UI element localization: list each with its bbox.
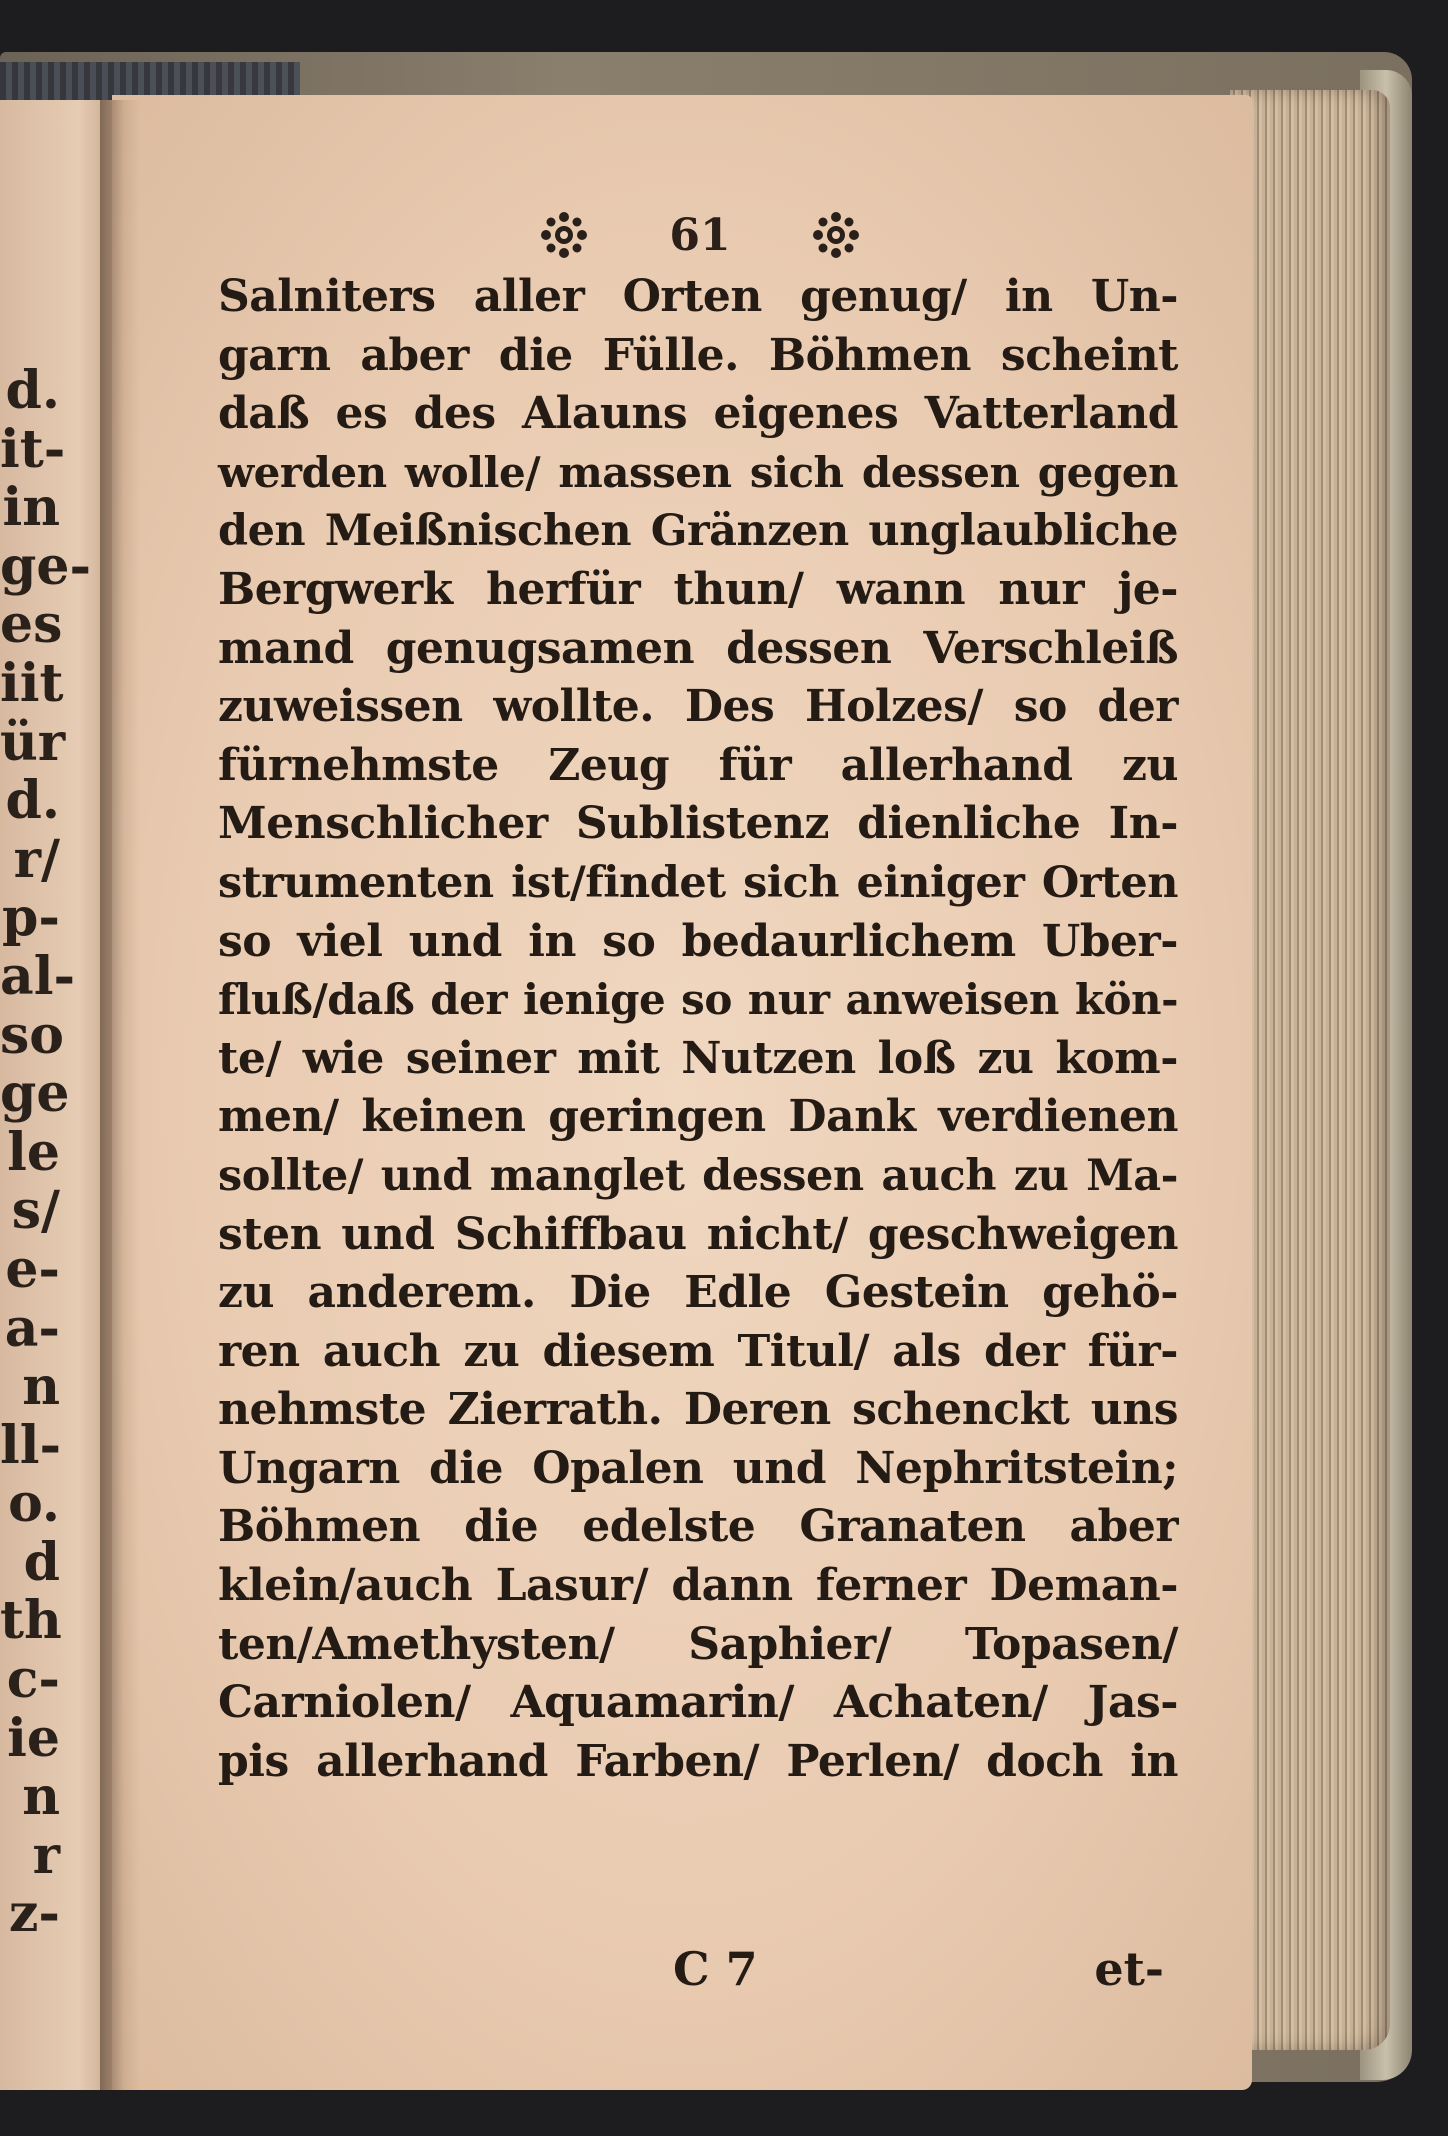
left-line-ending: d [23,1531,60,1593]
signature-mark: C 7 [673,1942,758,1996]
left-line-ending: d. [5,360,60,421]
text-line: so viel und in so bedaurlichem Uber- [218,915,1178,967]
text-line: den Meißnischen Gränzen unglaubliche [218,506,1178,557]
left-line-ending: ll- [0,1414,62,1476]
flower-ornament-icon [540,211,588,259]
text-line: ren auch zu diesem Titul/ als der für- [218,1325,1178,1377]
text-line: nehmste Zierrath. Deren schenckt uns [218,1384,1178,1436]
left-line-ending: n [22,1766,60,1828]
text-line: Bergwerk herfür thun/ wann nur je- [218,563,1178,615]
left-line-ending: a- [4,1297,60,1359]
text-line: Carniolen/ Aquamarin/ Achaten/ Jas- [218,1677,1178,1729]
left-line-ending: so [0,1004,64,1066]
text-line: te/ wie seiner mit Nutzen loß zu kom- [218,1032,1178,1084]
text-line: fluß/daß der ienige so nur anweisen kön- [218,975,1178,1025]
left-line-ending: th [0,1590,62,1652]
left-line-ending: r/ [13,828,60,890]
text-line: fürnehmste Zeug für allerhand zu [218,739,1178,791]
left-line-ending: o. [8,1473,60,1535]
catchword: et- [1094,1942,1164,1996]
body-text [218,268,1178,1791]
flower-ornament-icon [812,211,860,259]
page-footer [218,1942,1178,2002]
gutter-shadow [100,100,140,2090]
text-line: mand genugsamen dessen Verschleiß [218,622,1178,674]
text-line: strumenten ist/findet sich einiger Orten [218,857,1178,908]
left-line-ending: s/ [11,1180,60,1242]
left-line-ending: n [22,1356,60,1418]
page-fore-edge [1230,90,1390,2050]
text-line: zu anderem. Die Edle Gestein gehö- [218,1267,1178,1319]
left-line-ending: d. [5,770,60,832]
left-line-ending: ür [0,711,66,773]
text-line: Böhmen die edelste Granaten aber [218,1501,1178,1553]
left-line-ending: ge- [0,535,92,597]
text-line: daß es des Alauns eigenes Vatterland [218,388,1178,440]
left-line-ending: c- [6,1649,60,1711]
text-line: klein/auch Lasur/ dann ferner Deman- [218,1560,1178,1612]
text-line: werden wolle/ massen sich dessen gegen [218,447,1178,497]
text-line: men/ keinen geringen Dank verdienen [218,1091,1178,1143]
text-line: Menschlicher Sublistenz dienliche In- [218,798,1178,850]
text-line: Salniters aller Orten genug/ in Un- [218,271,1178,322]
text-line: Ungarn die Opalen und Nephritstein; [218,1442,1178,1494]
text-line: zuweissen wollte. Des Holzes/ so der [218,681,1178,733]
left-line-ending: le [7,1121,60,1183]
text-line: garn aber die Fülle. Böhmen scheint [218,329,1178,381]
left-line-ending: e- [5,1238,60,1300]
left-line-ending: ie [7,1707,60,1769]
text-line: ten/Amethysten/ Saphier/ Topasen/ [218,1618,1178,1670]
left-line-ending: iit [0,652,64,714]
text-line: sten und Schiffbau nicht/ geschweigen [218,1208,1178,1260]
left-line-ending: p- [2,887,60,949]
left-line-ending: in [2,477,60,539]
page-header [540,200,860,270]
page-number: 61 [669,209,731,261]
left-line-ending: ge [0,1063,70,1125]
left-page [0,100,112,2090]
left-page-line-endings [0,360,92,1945]
left-line-ending: al- [0,945,76,1007]
left-line-ending: r [32,1824,60,1886]
text-line: sollte/ und manglet dessen auch zu Ma- [218,1150,1178,1201]
left-line-ending: es [0,594,63,656]
left-line-ending: z- [8,1883,60,1945]
text-line: pis allerhand Farben/ Perlen/ doch in [218,1735,1178,1787]
left-line-ending: it- [0,418,66,480]
